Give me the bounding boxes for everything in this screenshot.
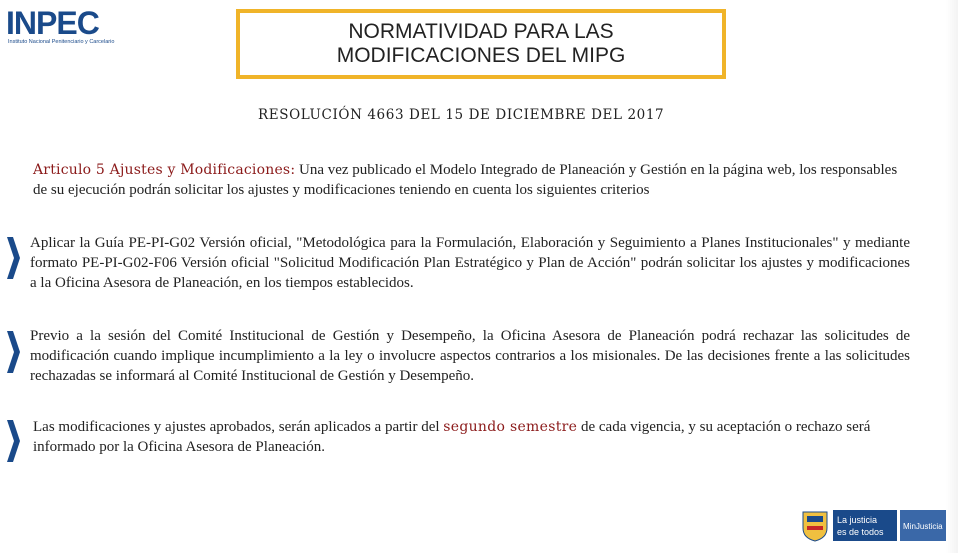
article-lead: Articulo 5 Ajustes y Modificaciones: <box>33 162 296 178</box>
list-item-text: Aplicar la Guía PE-PI-G02 Versión oficial, "Metodológica para la Formulación, Elaboración y Seguimiento a Planes Institucionales" y mediante formato PE-PI-G02-F06 Versión oficial "Solicitud Modificación Plan Estratégico y Plan de Acción" podrán solicitar los ajustes y modificaciones a la Oficina Asesora de Planeación, en los tiempos establecidos. <box>30 235 910 291</box>
footer-logo <box>797 508 947 543</box>
article-intro <box>33 160 913 200</box>
resolution-heading: RESOLUCIÓN 4663 DEL 15 DE DICIEMBRE DEL 2017 <box>258 107 665 123</box>
chevron-right-icon <box>5 418 21 464</box>
inpec-logo-mark <box>6 6 131 38</box>
coat-of-arms-icon <box>803 512 827 541</box>
inpec-logo-text: INPEC <box>6 6 99 38</box>
page-title-line2: MODIFICACIONES DEL MIPG <box>336 44 626 67</box>
highlight-second-semester: segundo semestre <box>443 419 578 435</box>
list-item-text <box>33 417 913 457</box>
footer-logo-line1: La justicia <box>837 515 878 525</box>
right-edge-strip <box>946 0 958 553</box>
footer-ministry: MinJusticia <box>903 522 943 531</box>
page-title <box>281 20 681 68</box>
inpec-logo <box>6 6 131 46</box>
list-item-text-before: Las modificaciones y ajustes aprobados, serán aplicados a partir del <box>33 419 444 435</box>
list-item-text-after: de cada vigencia, y su aceptación o rechazo será informado por la Oficina Asesora de Planeación. <box>33 419 871 455</box>
chevron-right-icon <box>5 235 21 281</box>
page-title-line1: NORMATIVIDAD PARA LAS <box>348 20 614 43</box>
inpec-logo-subtitle: Instituto Nacional Penitenciario y Carcelario <box>8 39 115 45</box>
article-intro-text: Una vez publicado el Modelo Integrado de Planeación y Gestión en la página web, los responsables de su ejecución podrán solicitar los ajustes y modificaciones teniendo en cuenta los siguientes criterios <box>33 162 898 198</box>
chevron-right-icon <box>5 329 21 375</box>
footer-logo-graphic <box>797 508 947 543</box>
footer-logo-line2: es de todos <box>837 527 884 537</box>
title-box <box>236 9 726 79</box>
list-item-text: Previo a la sesión del Comité Institucional de Gestión y Desempeño, la Oficina Asesora de Planeación podrá rechazar las solicitudes de modificación cuando implique incumplimiento a la ley o involucre aspectos contrarios a los misionales. De las decisiones frente a las solicitudes rechazadas se informará al Comité Institucional de Gestión y Desempeño. <box>30 328 910 384</box>
